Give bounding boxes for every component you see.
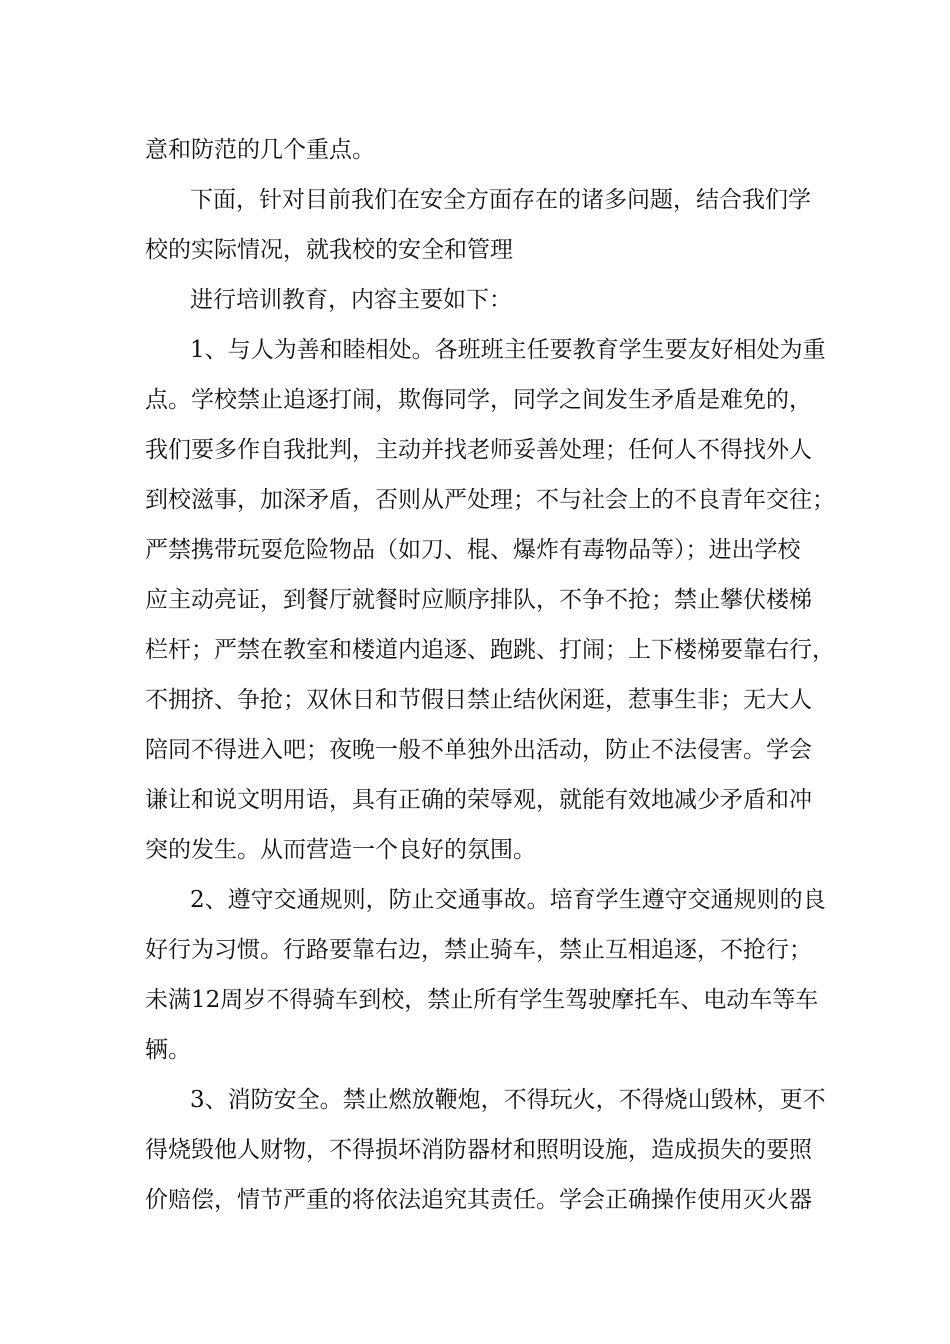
text-line: 应主动亮证，到餐厅就餐时应顺序排队，不争不抢；禁止攀伏楼梯 xyxy=(145,587,812,613)
text-line: 谦让和说文明用语，具有正确的荣辱观，就能有效地减少矛盾和冲 xyxy=(145,787,812,813)
text-line: 到校滋事，加深矛盾，否则从严处理；不与社会上的不良青年交往； xyxy=(145,487,835,513)
text-line: 进行培训教育，内容主要如下： xyxy=(190,287,512,313)
text-line: 好行为习惯。行路要靠右边，禁止骑车，禁止互相追逐，不抢行； xyxy=(145,937,812,963)
text-line: 我们要多作自我批判，主动并找老师妥善处理；任何人不得找外人 xyxy=(145,437,812,463)
text-line: 1、与人为善和睦相处。各班班主任要教育学生要友好相处为重 xyxy=(190,337,826,363)
text-line: 2、遵守交通规则，防止交通事故。培育学生遵守交通规则的良 xyxy=(190,887,826,913)
text-line: 辆。 xyxy=(145,1037,191,1063)
text-line: 点。学校禁止追逐打闹，欺侮同学，同学之间发生矛盾是难免的， xyxy=(145,387,812,413)
text-line: 3、消防安全。禁止燃放鞭炮，不得玩火，不得烧山毁林，更不 xyxy=(190,1087,826,1113)
text-line: 突的发生。从而营造一个良好的氛围。 xyxy=(145,837,536,863)
text-line: 得烧毁他人财物，不得损坏消防器材和照明设施，造成损失的要照 xyxy=(145,1137,812,1163)
text-line: 严禁携带玩耍危险物品（如刀、棍、爆炸有毒物品等）；进出学校 xyxy=(145,537,801,563)
text-line: 校的实际情况，就我校的安全和管理 xyxy=(145,237,513,263)
text-line: 陪同不得进入吧；夜晚一般不单独外出活动，防止不法侵害。学会 xyxy=(145,737,812,763)
text-line: 不拥挤、争抢；双休日和节假日禁止结伙闲逛，惹事生非；无大人 xyxy=(145,687,812,713)
text-line: 下面，针对目前我们在安全方面存在的诸多问题，结合我们学 xyxy=(190,187,811,213)
text-line: 意和防范的几个重点。 xyxy=(145,137,375,163)
text-line: 价赔偿，情节严重的将依法追究其责任。学会正确操作使用灭火器 xyxy=(145,1187,812,1213)
text-line: 栏杆；严禁在教室和楼道内追逐、跑跳、打闹；上下楼梯要靠右行， xyxy=(145,637,835,663)
text-line: 未满12周岁不得骑车到校，禁止所有学生驾驶摩托车、电动车等车 xyxy=(145,987,819,1013)
